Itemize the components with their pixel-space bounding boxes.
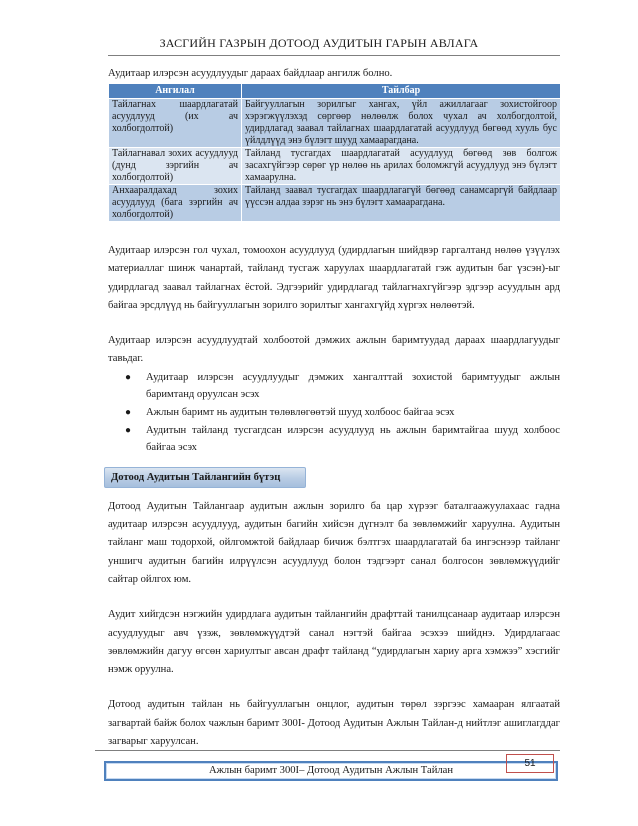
table-row xyxy=(109,148,561,185)
description-cell: Тайланд тусгагдах шаардлагатай асуудлууд бөгөөд зөв болгож засахгүйгээр сөрөг үр нөлөө нь арилах боломжгүй асуудлууд энэ бүлэгт хамаарулна. xyxy=(242,148,561,185)
running-header: ЗАСГИЙН ГАЗРЫН ДОТООД АУДИТЫН ГАРЫН АВЛАГА xyxy=(159,36,479,50)
paragraph-major-findings: Аудитаар илэрсэн гол чухал, томоохон асуудлууд (удирдлагын шийдвэр гаргалтанд нөлөө үзүүлэх материаллаг шинж чанартай, тайланд тусгаж харуулах шаардлагатай гэж аудитын баг үзсэн)-ыг удирдлагад заавал тайлагнах ёстой. Эдгээрийг удирдлагад тайлагнахгүйгээр эдгээр асуудлын ард байгаа эрсдлүүд нь байгууллагын зорилго зорилтыг хангахгүйд хүргэх нөлөөтэй. xyxy=(108,245,560,311)
paragraph-working-papers: Аудитаар илэрсэн асуудлуудтай холбоотой дэмжих ажлын баримтуудад дараах шаардлагуудыг тавьдаг. xyxy=(108,335,560,365)
column-header-description: Тайлбар xyxy=(242,84,561,99)
requirements-list xyxy=(108,369,560,457)
intro-sentence: Аудитаар илэрсэн асуудлуудыг дараах байдлаар ангилж болно. xyxy=(108,68,393,79)
description-cell: Тайланд заавал тусгагдах шаардлагагүй бөгөөд санамсаргүй байдлаар үүссэн алдаа зэрэг нь энэ бүлэгт хамаарагдана. xyxy=(242,185,561,222)
table-row xyxy=(109,99,561,148)
table-row xyxy=(109,185,561,222)
bullet-icon: ● xyxy=(125,371,132,383)
list-item: ● Аудитаар илэрсэн асуудлуудыг дэмжих хангалттай зохистой баримтуудыг ажлын баримтанд оруулсан эсэх xyxy=(108,369,560,404)
page-number: 51 xyxy=(506,754,554,773)
column-header-category: Ангилал xyxy=(109,84,242,99)
paragraph-report-structure: Дотоод Аудитын Тайлангаар аудитын ажлын зорилго ба цар хүрээг баталгаажуулахаас гадна аудитаар илэрсэн асуудлууд, аудитын багийн хийсэн дүгнэлт ба зөвлөмжийг харуулна. Аудитын тайланг маш тодорхой, ойлгомжтой байдлаар бичиж бэлтгэх шаардлагатай ба ингэснээр тайланг уншигч аудитын багийн илрүүлсэн асуудлууд болон тэдгээрт санал болгосон зөвлөмжүүдийг сайтар ойлгох юм. xyxy=(108,500,560,585)
section-heading: Дотоод Аудитын Тайлангийн бүтэц xyxy=(104,467,306,488)
category-cell: Анхааралдахад зохих асуудлууд (бага зэргийн ач холбогдолтой) xyxy=(109,185,242,222)
description-cell: Байгууллагын зорилгыг хангах, үйл ажиллагааг зохистойгоор хэрэгжүүлэхэд сөргөөр нөлөөлж болох чухал ач холбогдолтой, удирдлагад заавал тайлагнах шаардлагатай асуудлууд бөгөөд хууль бус үйлдлүүд энэ бүлэгт шууд хамаарагдана. xyxy=(242,99,561,148)
footer-divider xyxy=(95,750,560,751)
header-divider xyxy=(108,55,560,56)
paragraph-management-response: Аудит хийгдсэн нэгжийн удирдлага аудитын тайлангийн драфттай танилцсанаар аудитаар илэрсэн асуудлуудыг авч үзэж, зөвлөмжүүдтэй санал нэгтэй байгаа эсэхээ шийднэ. Удирдлагаас зөвлөмжийн дагуу өгсөн хариултыг авсан драфт тайланд “удирдлагын хариу арга хэмжээ” хэсгийг нэмж оруулна. xyxy=(108,609,560,676)
category-cell: Тайлагнах шаардлагатай асуудлууд (их ач холбогдолтой) xyxy=(109,99,242,148)
page-content xyxy=(108,66,560,781)
list-item: ● Ажлын баримт нь аудитын төлөвлөгөөтэй шууд холбоос байгаа эсэх xyxy=(108,404,560,422)
table-header-row xyxy=(109,84,561,99)
list-item: ● Аудитын тайланд тусгагдсан илэрсэн асуудлууд нь ажлын баримтайгаа шууд холбоос байгаа эсэх xyxy=(108,422,560,457)
bullet-icon: ● xyxy=(125,406,132,418)
classification-table xyxy=(108,83,561,222)
bullet-icon: ● xyxy=(125,424,132,436)
paragraph-report-template: Дотоод аудитын тайлан нь байгууллагын онцлог, аудитын төрөл зэргээс хамааран ялгаатай загвартай байж болох чажлын баримт 300I- Дотоод Аудитын Ажлын Тайлан-д нийтлэг ашиглагддаг загварыг харуулсан. xyxy=(108,699,560,748)
working-paper-caption: Ажлын баримт 300I– Дотоод Аудитын Ажлын Тайлан xyxy=(104,761,558,781)
category-cell: Тайлагнавал зохих асуудлууд (дунд зэргийн ач холбогдолтой) xyxy=(109,148,242,185)
